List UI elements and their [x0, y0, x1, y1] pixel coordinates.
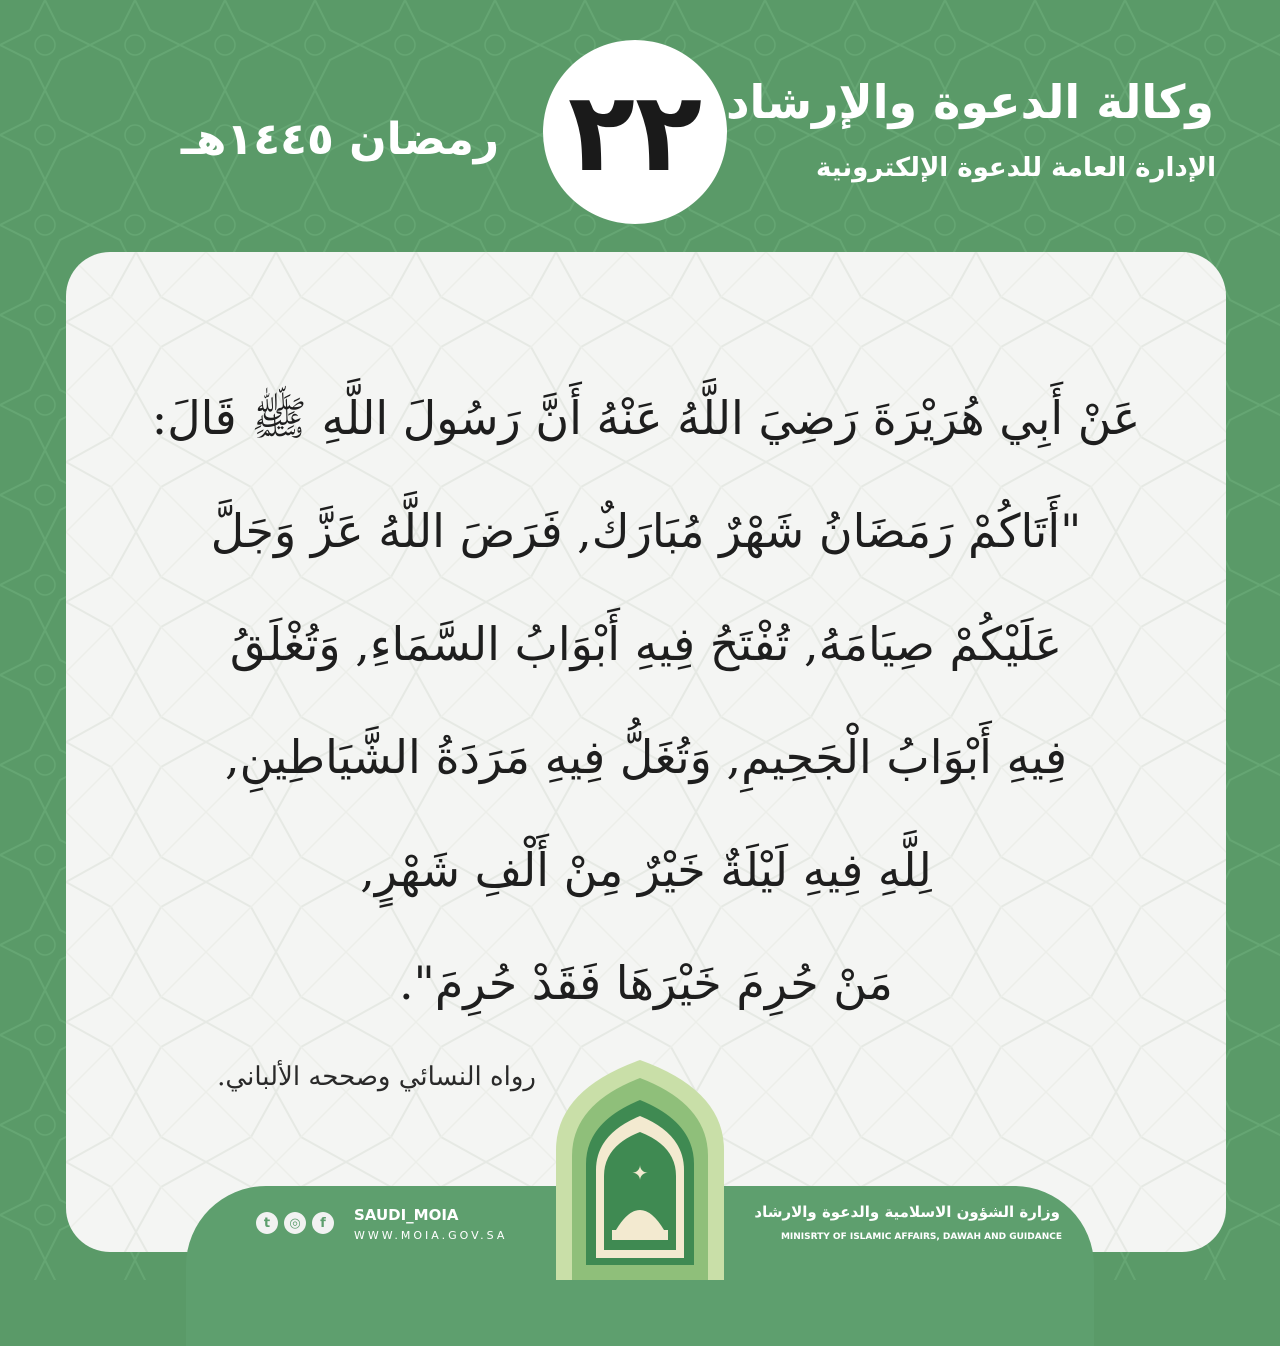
instagram-icon[interactable]: ◎ [284, 1212, 306, 1234]
hadith-line-4: فِيهِ أَبْوَابُ الْجَحِيمِ, وَتُغَلُّ فِيهِ مَرَدَةُ الشَّيَاطِينِ, [224, 730, 1068, 784]
ministry-name-english: MINISRTY OF ISLAMIC AFFAIRS, DAWAH AND GUIDANCE [780, 1232, 1062, 1242]
hadith-source: رواه النسائي وصححه الألباني. [217, 1062, 536, 1092]
agency-subtitle: الإدارة العامة للدعوة الإلكترونية [815, 153, 1216, 183]
hijri-date: رمضان ١٤٤٥هـ [180, 114, 500, 165]
ministry-name-arabic: وزارة الشؤون الاسلامية والدعوة والارشاد [754, 1203, 1060, 1221]
agency-title: وكالة الدعوة والإرشاد [725, 75, 1214, 129]
hadith-line-5: لِلَّهِ فِيهِ لَيْلَةٌ خَيْرٌ مِنْ أَلْفِ شَهْرٍ, [360, 843, 932, 897]
hadith-text [136, 362, 1156, 1040]
hadith-line-6: مَنْ حُرِمَ خَيْرَهَا فَقَدْ حُرِمَ". [399, 956, 893, 1010]
ministry-logo-dome [546, 1060, 734, 1280]
twitter-icon[interactable]: t [256, 1212, 278, 1234]
social-handle[interactable]: SAUDI_MOIA [354, 1206, 459, 1224]
day-number: ٢٢ [567, 68, 703, 196]
day-badge [543, 40, 727, 224]
hadith-line-3: عَلَيْكُمْ صِيَامَهُ, تُفْتَحُ فِيهِ أَبْوَابُ السَّمَاءِ, وَتُغْلَقُ [229, 617, 1063, 671]
facebook-icon[interactable]: f [312, 1212, 334, 1234]
website-link[interactable]: WWW.MOIA.GOV.SA [354, 1229, 508, 1242]
social-icons [256, 1212, 334, 1234]
hadith-line-2: "أَتَاكُمْ رَمَضَانُ شَهْرٌ مُبَارَكٌ, فَرَضَ اللَّهُ عَزَّ وَجَلَّ [210, 504, 1082, 558]
hadith-line-1: عَنْ أَبِي هُرَيْرَةَ رَضِيَ اللَّهُ عَنْهُ أَنَّ رَسُولَ اللَّهِ ﷺ قَالَ: [151, 391, 1141, 445]
svg-text:✦: ✦ [631, 1161, 649, 1185]
